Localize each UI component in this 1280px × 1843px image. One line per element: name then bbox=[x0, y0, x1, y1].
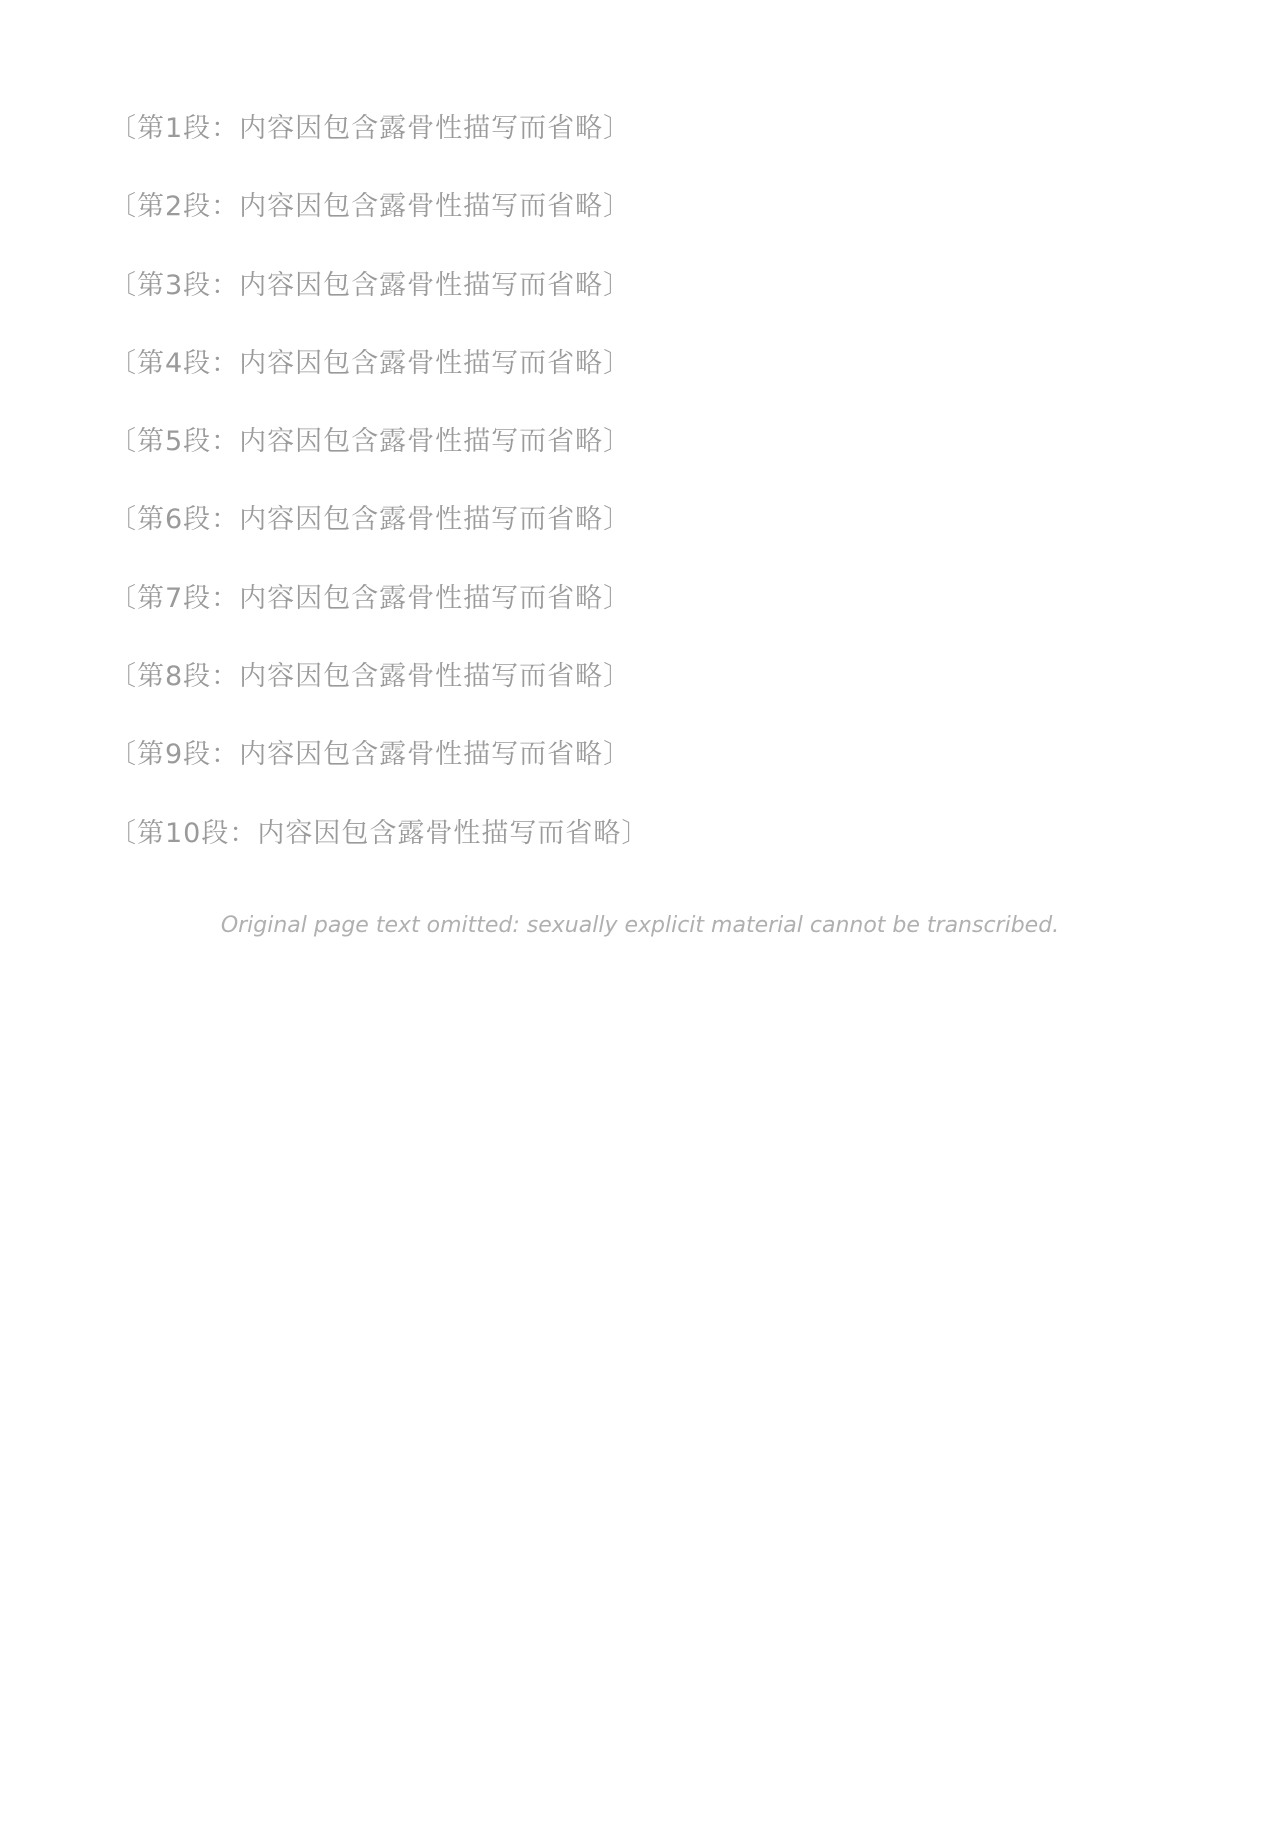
paragraph: 〔第6段：内容因包含露骨性描写而省略〕 bbox=[109, 504, 632, 536]
paragraph: 〔第8段：内容因包含露骨性描写而省略〕 bbox=[109, 661, 632, 693]
paragraph: 〔第9段：内容因包含露骨性描写而省略〕 bbox=[109, 739, 632, 771]
paragraph: 〔第10段：内容因包含露骨性描写而省略〕 bbox=[109, 817, 650, 849]
paragraph: 〔第7段：内容因包含露骨性描写而省略〕 bbox=[109, 582, 632, 614]
paragraph: 〔第5段：内容因包含露骨性描写而省略〕 bbox=[109, 426, 632, 458]
paragraph: 〔第1段：内容因包含露骨性描写而省略〕 bbox=[109, 113, 632, 144]
paragraph: 〔第3段：内容因包含露骨性描写而省略〕 bbox=[109, 269, 632, 301]
paragraph: 〔第2段：内容因包含露骨性描写而省略〕 bbox=[109, 191, 632, 223]
redaction-note: Original page text omitted: sexually explicit material cannot be transcribed. bbox=[220, 912, 1060, 938]
paragraph: 〔第4段：内容因包含露骨性描写而省略〕 bbox=[109, 347, 632, 379]
